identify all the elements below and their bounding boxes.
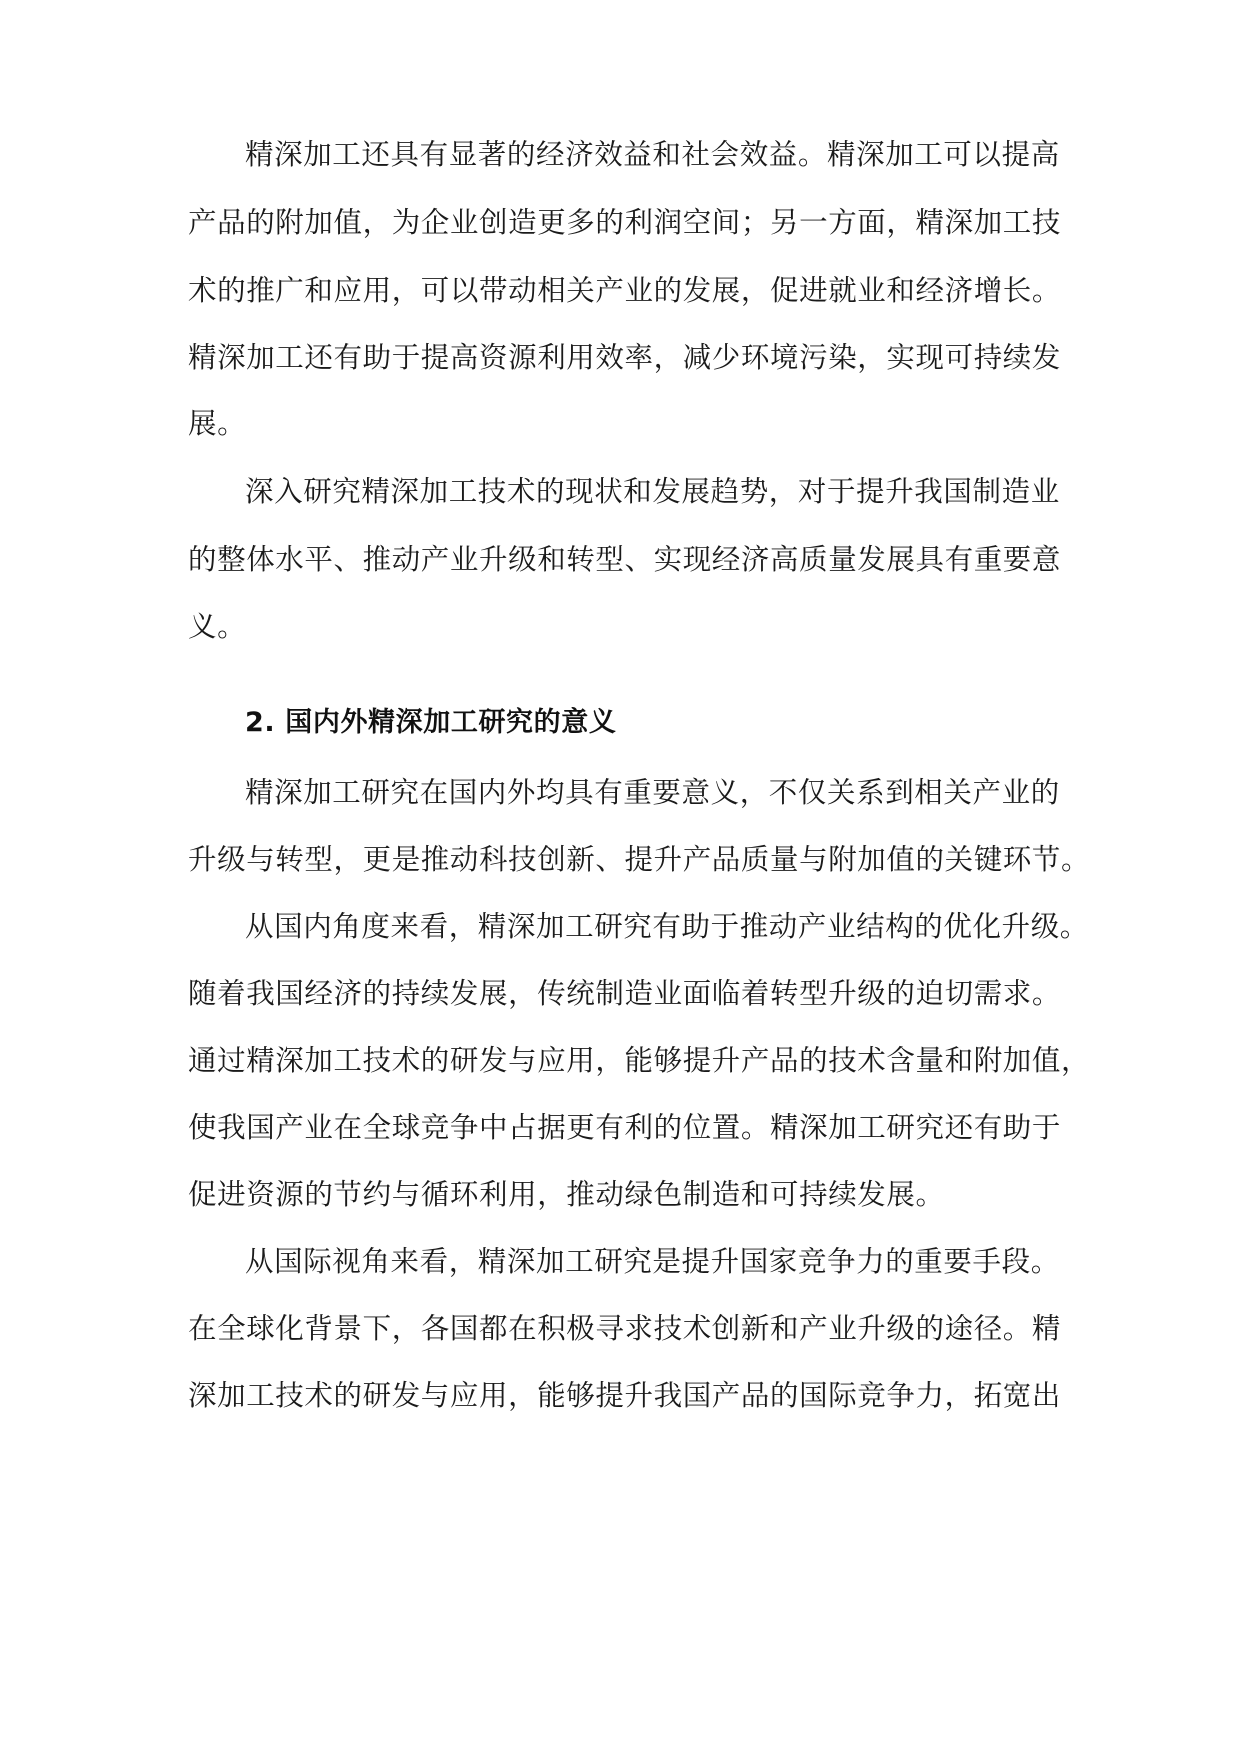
paragraph-2-line-1: 深入研究精深加工技术的现状和发展趋势，对于提升我国制造业 [245,475,1060,508]
section-paragraph-2-line-3: 通过精深加工技术的研发与应用，能够提升产品的技术含量和附加值， [188,1044,1091,1077]
section-paragraph-3-line-2: 在全球化背景下，各国都在积极寻求技术创新和产业升级的途径。精 [188,1312,1062,1345]
section-paragraph-2-line-5: 促进资源的节约与循环利用，推动绿色制造和可持续发展。 [188,1178,945,1211]
section-paragraph-3-line-3: 深加工技术的研发与应用，能够提升我国产品的国际竞争力，拓宽出 [188,1379,1062,1412]
section-paragraph-3-line-1: 从国际视角来看，精深加工研究是提升国家竞争力的重要手段。 [245,1245,1060,1278]
paragraph-1-line-3: 术的推广和应用，可以带动相关产业的发展，促进就业和经济增长。 [188,274,1062,307]
section-paragraph-2-line-4: 使我国产业在全球竞争中占据更有利的位置。精深加工研究还有助于 [188,1111,1062,1144]
paragraph-1-line-1: 精深加工还具有显著的经济效益和社会效益。精深加工可以提高 [245,138,1060,171]
paragraph-1-line-2: 产品的附加值，为企业创造更多的利润空间；另一方面，精深加工技 [188,206,1062,239]
section-paragraph-2-line-1: 从国内角度来看，精深加工研究有助于推动产业结构的优化升级。 [245,910,1089,943]
section-paragraph-2-line-2: 随着我国经济的持续发展，传统制造业面临着转型升级的迫切需求。 [188,977,1062,1010]
paragraph-1-line-4: 精深加工还有助于提高资源利用效率，减少环境污染，实现可持续发 [188,341,1062,374]
section-paragraph-1-line-2: 升级与转型，更是推动科技创新、提升产品质量与附加值的关键环节。 [188,843,1091,876]
section-heading: 2. 国内外精深加工研究的意义 [245,707,617,738]
paragraph-2-line-2: 的整体水平、推动产业升级和转型、实现经济高质量发展具有重要意 [188,543,1062,576]
paragraph-1-line-5: 展。 [188,407,247,440]
paragraph-2-line-3: 义。 [188,610,247,643]
section-paragraph-1-line-1: 精深加工研究在国内外均具有重要意义，不仅关系到相关产业的 [245,776,1060,809]
